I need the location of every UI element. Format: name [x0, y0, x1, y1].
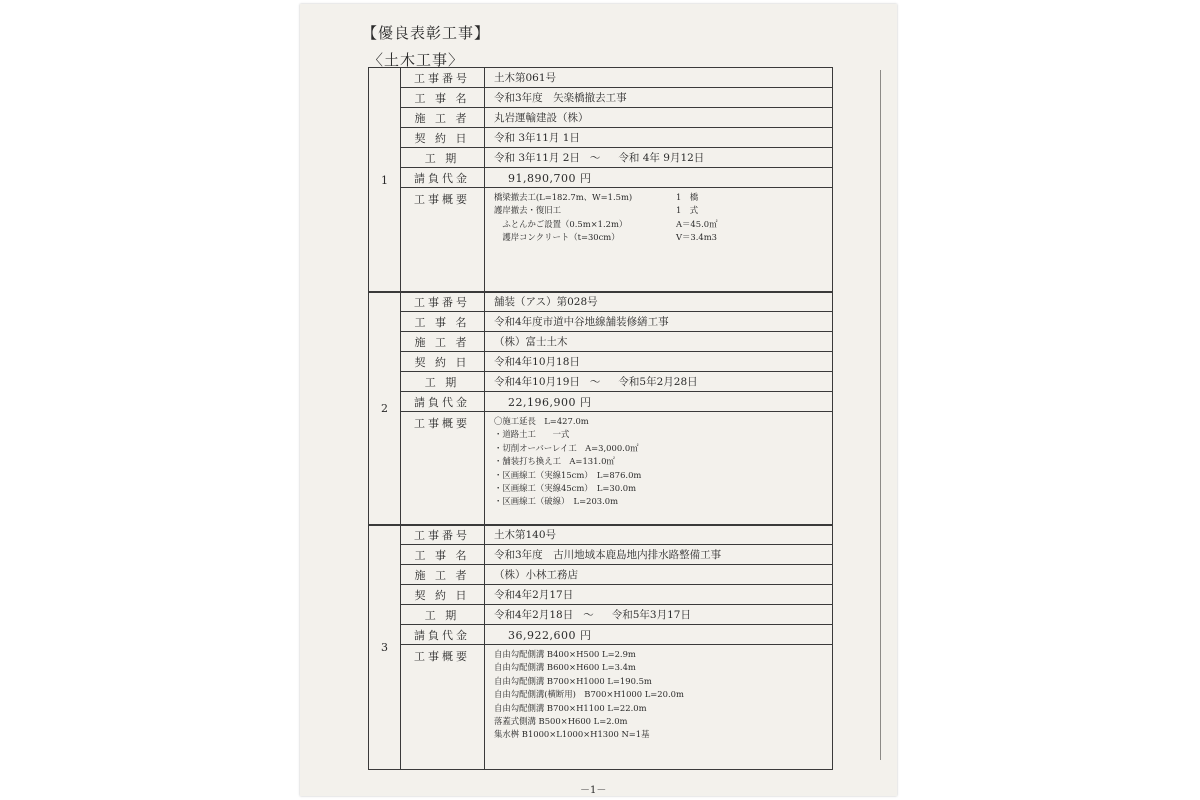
label-number: 工事番号 [400, 525, 485, 544]
overview-line [494, 455, 828, 468]
label-amount: 請負代金 [400, 168, 485, 187]
period-separator: ～ [583, 609, 594, 621]
overview-desc: 自由勾配側溝 B700×H1000 L=190.5m [494, 675, 652, 686]
period-start: 令和4年10月19日 [494, 376, 580, 388]
amount-text: 36,922,600 円 [508, 628, 592, 642]
value-number: 土木第061号 [494, 72, 557, 84]
value-contract-date: 令和4年10月18日 [494, 356, 580, 368]
project-number: 3 [369, 525, 401, 769]
label-contract-date: 契 約 日 [400, 128, 485, 147]
overview-desc: 自由勾配側溝 B600×H600 L=3.4m [494, 662, 636, 673]
value-name: 令和4年度市道中谷地線舗装修繕工事 [494, 316, 669, 328]
label-period: 工 期 [400, 148, 485, 167]
value-contract-date: 令和 3年11月 1日 [494, 132, 580, 144]
document-page [300, 4, 897, 796]
period-start: 令和 3年11月 2日 [494, 152, 580, 164]
label-amount: 請負代金 [400, 625, 485, 644]
value-contractor: 丸岩運輸建設（株） [494, 112, 589, 124]
project-block-2 [368, 291, 833, 526]
row-overview [400, 188, 832, 292]
value-amount [494, 625, 828, 644]
label-contractor: 施 工 者 [400, 332, 485, 351]
period-start: 令和4年2月18日 [494, 609, 574, 621]
overview-list [494, 191, 828, 245]
label-number: 工事番号 [400, 292, 485, 311]
overview-line [494, 415, 828, 428]
label-contractor: 施 工 者 [400, 108, 485, 127]
value-contract-date: 令和4年2月17日 [494, 589, 574, 601]
period-end: 令和5年3月17日 [611, 609, 691, 621]
value-number: 土木第140号 [494, 529, 557, 541]
value-number: 舗装（アス）第028号 [494, 296, 598, 308]
label-amount: 請負代金 [400, 392, 485, 411]
value-period [494, 372, 828, 391]
overview-line [494, 728, 828, 741]
overview-qty: A＝45.0㎡ [676, 218, 718, 229]
row-contractor [400, 565, 832, 585]
row-name [400, 545, 832, 565]
overview-line [494, 715, 828, 728]
row-overview [400, 412, 832, 525]
value-amount [494, 168, 828, 187]
document-title: 【優良表彰工事】 [362, 24, 491, 42]
row-name [400, 312, 832, 332]
overview-line [494, 428, 828, 441]
period-separator: ～ [589, 376, 601, 388]
label-overview: 工事概要 [400, 188, 485, 292]
overview-line [494, 482, 828, 495]
label-period: 工 期 [400, 372, 485, 391]
overview-line [494, 688, 828, 701]
overview-qty: 1 式 [676, 205, 699, 216]
adjacent-page-edge [880, 70, 881, 760]
overview-desc: ・切削オーバーレイ工 A=3,000.0㎡ [494, 442, 639, 453]
label-contractor: 施 工 者 [400, 565, 485, 584]
row-amount [400, 625, 832, 645]
overview-line [494, 648, 828, 661]
project-block-3 [368, 524, 833, 770]
row-contract-date [400, 585, 832, 605]
overview-line [494, 204, 828, 217]
overview-desc: 落蓋式側溝 B500×H600 L=2.0m [494, 715, 628, 726]
overview-desc: ふとんかご設置（0.5m×1.2m） [494, 218, 628, 229]
value-name: 令和3年度 古川地域本鹿島地内排水路整備工事 [494, 549, 722, 561]
value-period [494, 605, 828, 624]
label-contract-date: 契 約 日 [400, 585, 485, 604]
overview-desc: 橋梁撤去工(L=182.7m、W=1.5m) [494, 192, 633, 202]
row-overview [400, 645, 832, 769]
project-number: 1 [369, 68, 401, 292]
overview-desc: ・区画線工（実線15cm） L=876.0m [494, 469, 642, 480]
overview-line [494, 702, 828, 715]
overview-desc: ・区画線工（実線45cm） L=30.0m [494, 482, 637, 493]
label-name: 工 事 名 [400, 545, 485, 564]
overview-list [494, 648, 828, 742]
overview-qty: V＝3.4m3 [676, 232, 718, 243]
row-number [400, 68, 832, 88]
overview-desc: 護岸コンクリート（t=30cm） [494, 232, 620, 243]
project-block-1 [368, 67, 833, 293]
row-period [400, 148, 832, 168]
project-number: 2 [369, 292, 401, 525]
overview-desc: ・道路土工 一式 [494, 429, 570, 440]
row-period [400, 372, 832, 392]
overview-desc: 自由勾配側溝(横断用) B700×H1000 L=20.0m [494, 689, 684, 700]
amount-text: 22,196,900 円 [508, 395, 592, 409]
row-contractor [400, 332, 832, 352]
overview-desc: 護岸撤去・復旧工 [494, 205, 561, 216]
value-period [494, 148, 828, 167]
row-contract-date [400, 352, 832, 372]
overview-desc: 自由勾配側溝 B400×H500 L=2.9m [494, 649, 636, 659]
label-name: 工 事 名 [400, 88, 485, 107]
row-name [400, 88, 832, 108]
label-number: 工事番号 [400, 68, 485, 87]
value-contractor: （株）小林工務店 [494, 569, 578, 581]
page-number: －1－ [580, 785, 607, 796]
label-period: 工 期 [400, 605, 485, 624]
row-number [400, 525, 832, 545]
period-separator: ～ [589, 152, 601, 164]
section-heading: 〈土木工事〉 [368, 51, 465, 69]
label-contract-date: 契 約 日 [400, 352, 485, 371]
overview-line [494, 218, 828, 231]
overview-list [494, 415, 828, 509]
overview-desc: 〇施工延長 L=427.0m [494, 416, 589, 426]
overview-line [494, 675, 828, 688]
value-name: 令和3年度 矢楽橋撤去工事 [494, 92, 627, 104]
label-name: 工 事 名 [400, 312, 485, 331]
amount-text: 91,890,700 円 [508, 171, 592, 185]
row-amount [400, 392, 832, 412]
row-contractor [400, 108, 832, 128]
label-overview: 工事概要 [400, 412, 485, 525]
overview-line [494, 661, 828, 674]
overview-desc: ・区画線工（破線） L=203.0m [494, 496, 619, 507]
label-overview: 工事概要 [400, 645, 485, 769]
value-contractor: （株）富士土木 [494, 336, 568, 348]
overview-desc: ・舗装打ち換え工 A=131.0㎡ [494, 456, 615, 467]
row-amount [400, 168, 832, 188]
overview-line [494, 231, 828, 244]
overview-qty: 1 橋 [676, 192, 699, 202]
overview-line [494, 469, 828, 482]
overview-desc: 集水桝 B1000×L1000×H1300 N=1基 [494, 729, 650, 740]
overview-line [494, 191, 828, 204]
row-contract-date [400, 128, 832, 148]
row-period [400, 605, 832, 625]
period-end: 令和5年2月28日 [618, 376, 698, 388]
row-number [400, 292, 832, 312]
overview-line [494, 442, 828, 455]
value-amount [494, 392, 828, 411]
overview-line [494, 495, 828, 508]
period-end: 令和 4年 9月12日 [618, 152, 705, 164]
overview-desc: 自由勾配側溝 B700×H1100 L=22.0m [494, 702, 647, 713]
